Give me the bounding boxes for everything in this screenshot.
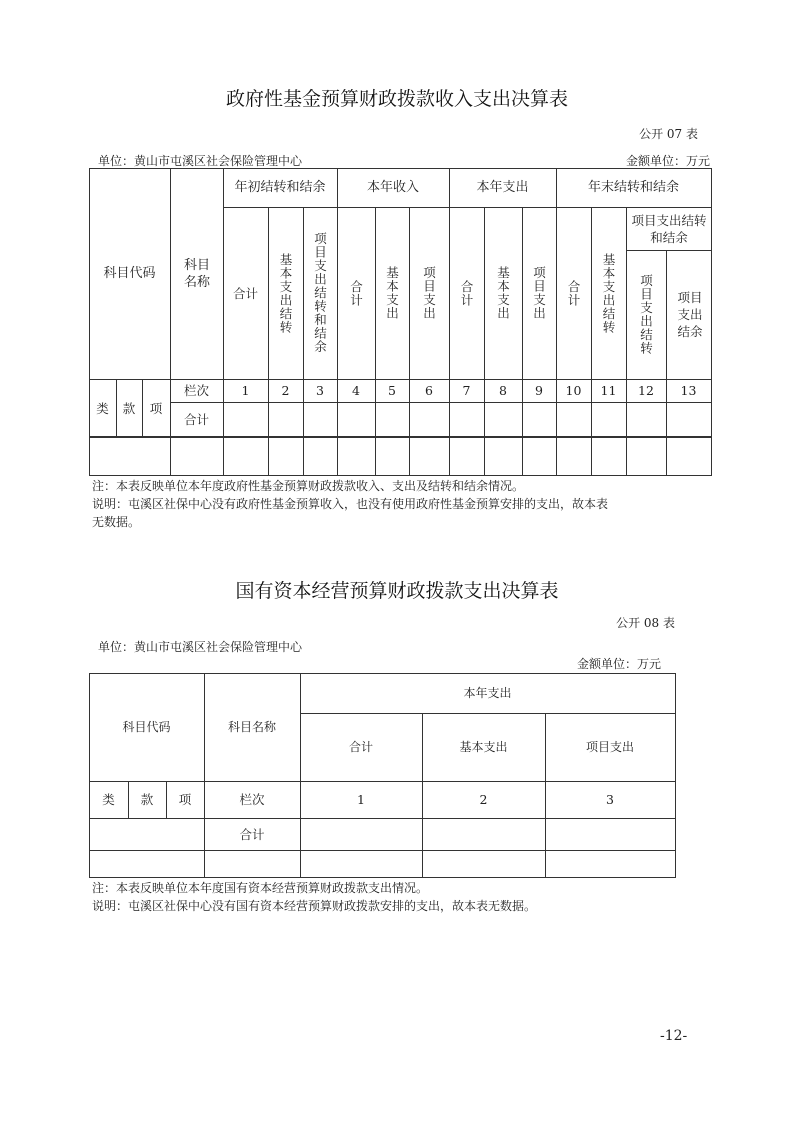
- header-begin-basic-carry: 基本支出结转: [278, 252, 293, 334]
- table-line: [89, 850, 676, 851]
- table-line: [170, 402, 712, 403]
- table1-explanation-line1: 说明：屯溪区社保中心没有政府性基金预算收入，也没有使用政府性基金预算安排的支出，故本表: [92, 497, 609, 511]
- column-number: 7: [462, 383, 471, 398]
- header-end-project-carry: 项目支出结转: [638, 274, 654, 355]
- table-line: [666, 250, 667, 476]
- header-group-income: 本年收入: [366, 180, 419, 195]
- row-label-total: 合计: [239, 826, 265, 842]
- row-label-columns: 栏次: [239, 792, 265, 807]
- table2-title: 国有资本经营预算财政拨款支出决算表: [235, 580, 559, 602]
- column-number: 11: [600, 383, 617, 398]
- column-number: 8: [499, 383, 507, 398]
- code-col-xiang: 项: [178, 792, 192, 807]
- table2-note: 注：本表反映单位本年度国有资本经营预算财政拨款支出情况。: [92, 881, 429, 895]
- header-end-basic-carry: 基本支出结转: [601, 252, 616, 334]
- header-end-project-group: 项目支出结转和结余: [631, 212, 707, 245]
- table1-note: 注：本表反映单位本年度政府性基金预算财政拨款收入、支出及结转和结余情况。: [92, 479, 525, 493]
- column-number: 1: [357, 792, 365, 807]
- column-number: 5: [388, 383, 396, 398]
- code-col-xiang: 项: [149, 400, 163, 416]
- header-expense-total: 合计: [459, 279, 474, 307]
- header-expense-project: 项目支出: [531, 266, 547, 320]
- table1-explanation-line2: 无数据。: [92, 515, 141, 529]
- code-col-lei: 类: [102, 792, 115, 807]
- code-col-lei: 类: [96, 400, 109, 416]
- column-number: 9: [535, 383, 543, 398]
- table2-explanation: 说明：屯溪区社保中心没有国有资本经营预算财政拨款安排的支出，故本表无数据。: [92, 899, 537, 913]
- table2-unit: 单位：黄山市屯溪区社会保险管理中心: [98, 640, 303, 654]
- column-number: 13: [680, 383, 697, 398]
- table2-amount-unit: 金额单位：万元: [576, 657, 661, 671]
- table-line: [89, 436, 712, 438]
- header-income-total: 合计: [348, 279, 364, 307]
- column-number: 4: [352, 383, 360, 398]
- column-number: 2: [479, 792, 488, 807]
- page-number: -12-: [660, 1028, 688, 1044]
- table-line: [89, 877, 676, 878]
- header-subject-code: 科目代码: [103, 266, 156, 281]
- header-basic-expense: 基本支出: [459, 739, 508, 754]
- header-subject-name: 科目名称: [227, 719, 276, 734]
- header-subject-name: 科目名称: [183, 257, 210, 290]
- header-group-expense: 本年支出: [476, 180, 529, 195]
- header-expense-basic: 基本支出: [495, 266, 511, 320]
- column-number: 1: [241, 383, 250, 398]
- header-begin-total: 合计: [232, 285, 258, 301]
- table-line: [89, 475, 712, 476]
- table1-amount-unit: 金额单位：万元: [625, 154, 710, 168]
- header-subject-code: 科目代码: [122, 719, 171, 734]
- header-group-end: 年末结转和结余: [587, 180, 679, 195]
- header-group-begin: 年初结转和结余: [234, 180, 326, 195]
- table-line: [675, 673, 676, 878]
- row-label-columns: 栏次: [183, 383, 209, 398]
- header-project-expense: 项目支出: [585, 739, 634, 754]
- table1-unit: 单位：黄山市屯溪区社会保险管理中心: [98, 154, 303, 168]
- code-col-kuan: 款: [122, 400, 136, 416]
- table1-title: 政府性基金预算财政拨款收入支出决算表: [225, 88, 568, 110]
- header-income-basic: 基本支出: [384, 266, 400, 320]
- header-income-project: 项目支出: [421, 266, 437, 320]
- column-number: 10: [565, 383, 582, 398]
- table-line: [711, 168, 712, 476]
- header-end-project-balance: 项目支出结余: [677, 290, 703, 339]
- header-group-expense: 本年支出: [463, 685, 512, 700]
- column-number: 3: [606, 792, 614, 807]
- column-number: 3: [316, 383, 324, 398]
- header-total: 合计: [348, 739, 373, 754]
- column-number: 12: [638, 383, 654, 398]
- header-end-total: 合计: [566, 279, 581, 307]
- column-number: 2: [281, 383, 290, 398]
- table2-number: 公开 08 表: [616, 616, 675, 630]
- table-line: [89, 818, 676, 819]
- table1-number: 公开 07 表: [639, 127, 698, 141]
- header-begin-project-carry-balance: 项目支出结转和结余: [312, 232, 328, 354]
- row-label-total: 合计: [183, 411, 209, 427]
- code-col-kuan: 款: [140, 792, 154, 807]
- column-number: 6: [425, 383, 433, 398]
